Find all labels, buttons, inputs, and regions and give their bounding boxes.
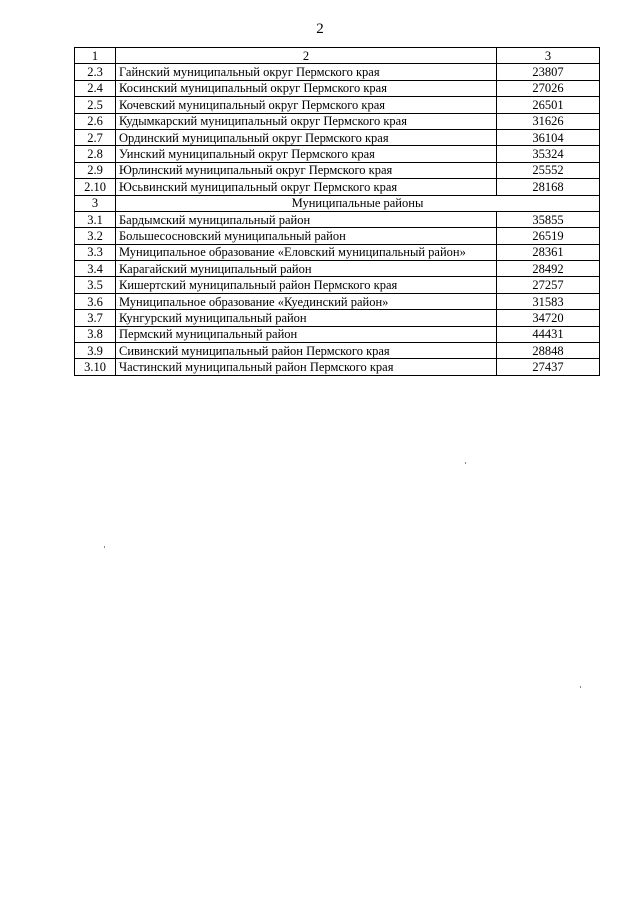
municipality-name: Бардымский муниципальный район xyxy=(116,211,497,227)
municipality-name: Гайнский муниципальный округ Пермского края xyxy=(116,64,497,80)
row-number: 2.4 xyxy=(75,80,116,96)
row-number: 3.9 xyxy=(75,343,116,359)
table-row xyxy=(75,244,600,260)
header-cell-2: 2 xyxy=(116,48,497,64)
table-row xyxy=(75,277,600,293)
scan-speck xyxy=(104,546,105,548)
municipality-name: Большесосновский муниципальный район xyxy=(116,228,497,244)
row-value: 28168 xyxy=(497,179,600,195)
municipalities-table xyxy=(74,47,600,376)
row-value: 28848 xyxy=(497,343,600,359)
row-value: 25552 xyxy=(497,162,600,178)
row-value: 27026 xyxy=(497,80,600,96)
municipality-name: Уинский муниципальный округ Пермского края xyxy=(116,146,497,162)
row-number: 2.9 xyxy=(75,162,116,178)
municipality-name: Муниципальное образование «Еловский муниципальный район» xyxy=(116,244,497,260)
row-value: 26501 xyxy=(497,97,600,113)
table-row xyxy=(75,64,600,80)
row-number: 3.1 xyxy=(75,211,116,227)
municipality-name: Муниципальное образование «Куединский район» xyxy=(116,293,497,309)
municipality-name: Косинский муниципальный округ Пермского края xyxy=(116,80,497,96)
municipality-name: Пермский муниципальный район xyxy=(116,326,497,342)
table-row xyxy=(75,80,600,96)
table-row xyxy=(75,162,600,178)
row-value: 31583 xyxy=(497,293,600,309)
table-row xyxy=(75,261,600,277)
table-header-row xyxy=(75,48,600,64)
row-value: 31626 xyxy=(497,113,600,129)
table-row xyxy=(75,228,600,244)
section-title: Муниципальные районы xyxy=(116,195,600,211)
row-number: 3.7 xyxy=(75,310,116,326)
municipality-name: Частинский муниципальный район Пермского края xyxy=(116,359,497,375)
municipality-name: Ординский муниципальный округ Пермского края xyxy=(116,129,497,145)
row-number: 3.3 xyxy=(75,244,116,260)
row-value: 34720 xyxy=(497,310,600,326)
row-number: 3.6 xyxy=(75,293,116,309)
municipality-name: Карагайский муниципальный район xyxy=(116,261,497,277)
section-row xyxy=(75,195,600,211)
row-number: 3.10 xyxy=(75,359,116,375)
municipality-name: Кишертский муниципальный район Пермского края xyxy=(116,277,497,293)
row-value: 23807 xyxy=(497,64,600,80)
row-value: 27437 xyxy=(497,359,600,375)
table-row xyxy=(75,179,600,195)
row-number: 2.3 xyxy=(75,64,116,80)
row-number: 2.5 xyxy=(75,97,116,113)
row-number: 2.7 xyxy=(75,129,116,145)
municipality-name: Юрлинский муниципальный округ Пермского края xyxy=(116,162,497,178)
row-value: 35855 xyxy=(497,211,600,227)
municipality-name: Сивинский муниципальный район Пермского края xyxy=(116,343,497,359)
table-row xyxy=(75,97,600,113)
table-row xyxy=(75,359,600,375)
table-row xyxy=(75,129,600,145)
row-value: 27257 xyxy=(497,277,600,293)
table-row xyxy=(75,310,600,326)
municipality-name: Кудымкарский муниципальный округ Пермского края xyxy=(116,113,497,129)
row-number: 3.8 xyxy=(75,326,116,342)
municipality-name: Кочевский муниципальный округ Пермского края xyxy=(116,97,497,113)
table-row xyxy=(75,326,600,342)
table-row xyxy=(75,146,600,162)
row-number: 3.2 xyxy=(75,228,116,244)
municipality-name: Юсьвинский муниципальный округ Пермского края xyxy=(116,179,497,195)
municipality-name: Кунгурский муниципальный район xyxy=(116,310,497,326)
table-row xyxy=(75,343,600,359)
table-row xyxy=(75,293,600,309)
header-cell-3: 3 xyxy=(497,48,600,64)
row-number: 2.8 xyxy=(75,146,116,162)
row-number: 2.6 xyxy=(75,113,116,129)
row-value: 26519 xyxy=(497,228,600,244)
scan-speck xyxy=(465,462,466,464)
table-row xyxy=(75,113,600,129)
row-number: 3.4 xyxy=(75,261,116,277)
row-value: 35324 xyxy=(497,146,600,162)
row-value: 36104 xyxy=(497,129,600,145)
row-value: 44431 xyxy=(497,326,600,342)
header-cell-1: 1 xyxy=(75,48,116,64)
scan-speck xyxy=(580,686,581,688)
row-number: 2.10 xyxy=(75,179,116,195)
table-row xyxy=(75,211,600,227)
section-number: 3 xyxy=(75,195,116,211)
row-value: 28361 xyxy=(497,244,600,260)
row-number: 3.5 xyxy=(75,277,116,293)
row-value: 28492 xyxy=(497,261,600,277)
page-number: 2 xyxy=(316,21,324,37)
